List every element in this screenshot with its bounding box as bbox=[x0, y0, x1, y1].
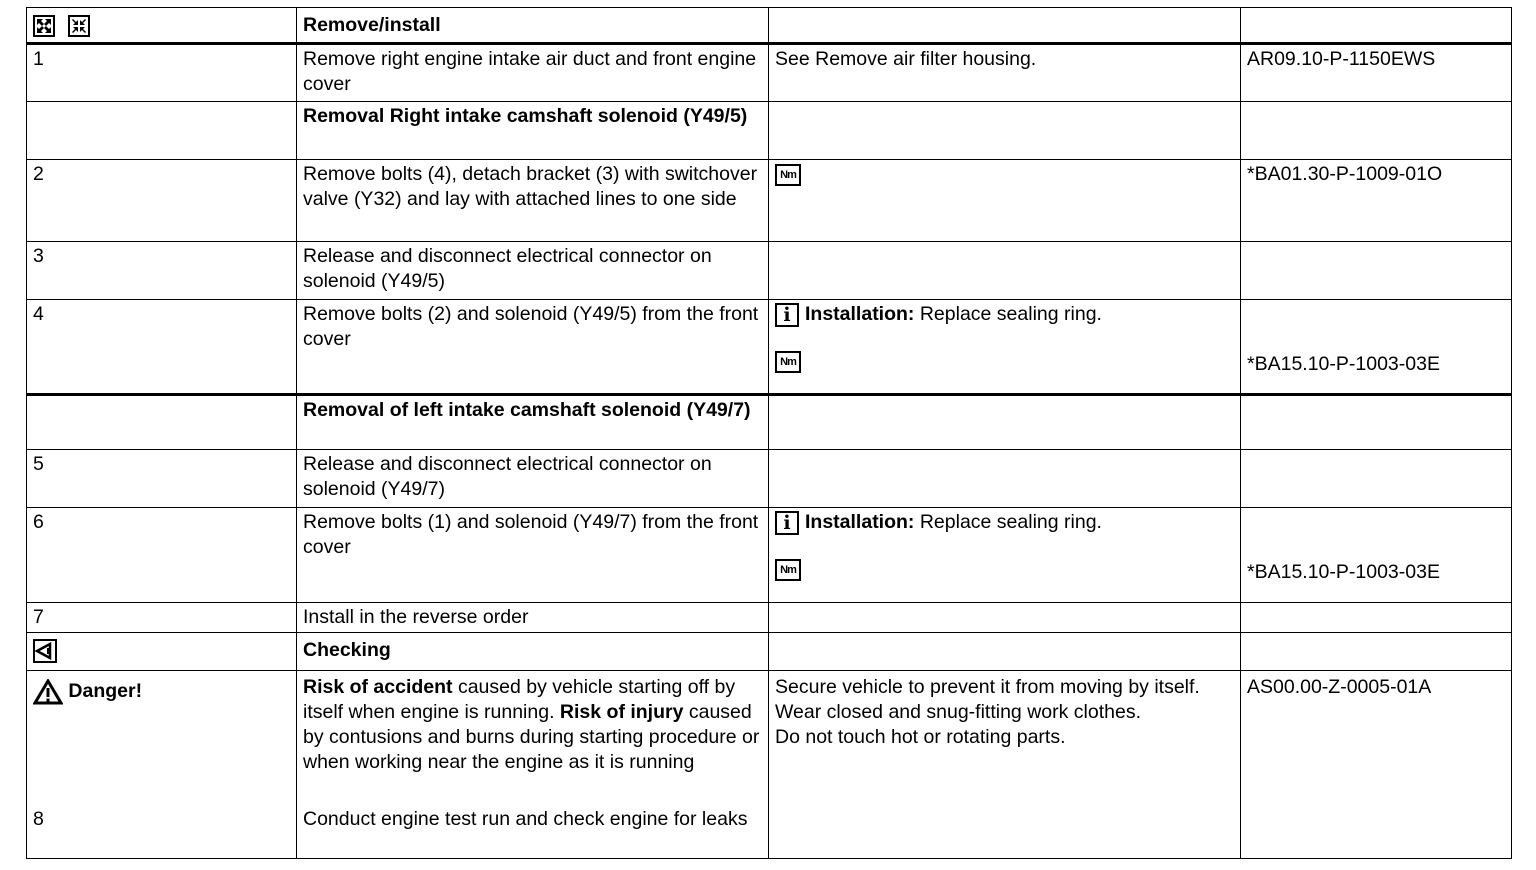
info-icon[interactable]: i bbox=[775, 303, 799, 327]
step-text: Remove right engine intake air duct and front engine cover bbox=[297, 44, 769, 102]
step-number: 8 bbox=[33, 808, 44, 830]
header-icons bbox=[27, 8, 297, 44]
collapse-icon[interactable] bbox=[68, 15, 90, 37]
step-text: Remove bolts (1) and solenoid (Y49/7) from the front cover bbox=[297, 508, 769, 603]
step-number: 2 bbox=[27, 160, 297, 242]
step-reference[interactable]: *BA15.10-P-1003-03E bbox=[1247, 353, 1440, 375]
info-icon[interactable]: i bbox=[775, 511, 799, 535]
procedure-table bbox=[26, 7, 1512, 859]
section-title: Removal of left intake camshaft solenoid (Y49/7) bbox=[297, 395, 769, 450]
step-text: Release and disconnect electrical connector on solenoid (Y49/5) bbox=[297, 242, 769, 300]
step-text: Conduct engine test run and check engine for leaks bbox=[303, 808, 748, 830]
table-row bbox=[27, 450, 1512, 508]
danger-text: Risk of accident caused by vehicle starting off by itself when engine is running. Risk of injury caused by contusions and burns during starting procedure or when working near the engine as it is running bbox=[303, 676, 760, 773]
header-title: Remove/install bbox=[297, 8, 769, 44]
step-number: 4 bbox=[27, 300, 297, 395]
step-text: Install in the reverse order bbox=[297, 603, 769, 633]
table-row bbox=[27, 160, 1512, 242]
torque-nm-icon[interactable]: Nm bbox=[775, 351, 801, 373]
torque-nm-icon[interactable]: Nm bbox=[775, 559, 801, 581]
checking-eye-icon bbox=[33, 639, 57, 663]
step-reference[interactable]: AS00.00-Z-0005-01A bbox=[1241, 671, 1512, 859]
table-row bbox=[27, 242, 1512, 300]
table-row bbox=[27, 508, 1512, 603]
step-reference[interactable]: *BA01.30-P-1009-01O bbox=[1241, 160, 1512, 242]
danger-label: Danger! bbox=[33, 673, 290, 705]
safety-notes: Secure vehicle to prevent it from moving by itself. Wear closed and snug-fitting work clothes. Do not touch hot or rotating parts. bbox=[769, 671, 1241, 859]
danger-row bbox=[27, 671, 1512, 859]
step-number: 6 bbox=[27, 508, 297, 603]
table-row bbox=[27, 603, 1512, 633]
step-text: Remove bolts (2) and solenoid (Y49/5) from the front cover bbox=[297, 300, 769, 395]
step-text: Remove bolts (4), detach bracket (3) with switchover valve (Y32) and lay with attached lines to one side bbox=[297, 160, 769, 242]
step-number: 5 bbox=[27, 450, 297, 508]
step-number: 7 bbox=[27, 603, 297, 633]
table-row bbox=[27, 44, 1512, 102]
expand-icon[interactable] bbox=[33, 15, 55, 37]
torque-nm-icon[interactable]: Nm bbox=[775, 164, 801, 186]
warning-triangle-icon bbox=[33, 679, 63, 705]
section-title: Removal Right intake camshaft solenoid (Y49/5) bbox=[297, 102, 769, 160]
table-row bbox=[27, 300, 1512, 395]
section-title: Checking bbox=[297, 633, 769, 671]
step-reference[interactable]: AR09.10-P-1150EWS bbox=[1241, 44, 1512, 102]
installation-note: i Installation: Replace sealing ring. bbox=[775, 510, 1234, 535]
section-row bbox=[27, 633, 1512, 671]
step-number: 3 bbox=[27, 242, 297, 300]
header-row bbox=[27, 8, 1512, 44]
step-text: Release and disconnect electrical connector on solenoid (Y49/7) bbox=[297, 450, 769, 508]
installation-note: i Installation: Replace sealing ring. bbox=[775, 302, 1234, 327]
step-note: See Remove air filter housing. bbox=[769, 44, 1241, 102]
step-number: 1 bbox=[27, 44, 297, 102]
step-reference[interactable]: *BA15.10-P-1003-03E bbox=[1247, 561, 1440, 583]
section-row bbox=[27, 395, 1512, 450]
section-row bbox=[27, 102, 1512, 160]
